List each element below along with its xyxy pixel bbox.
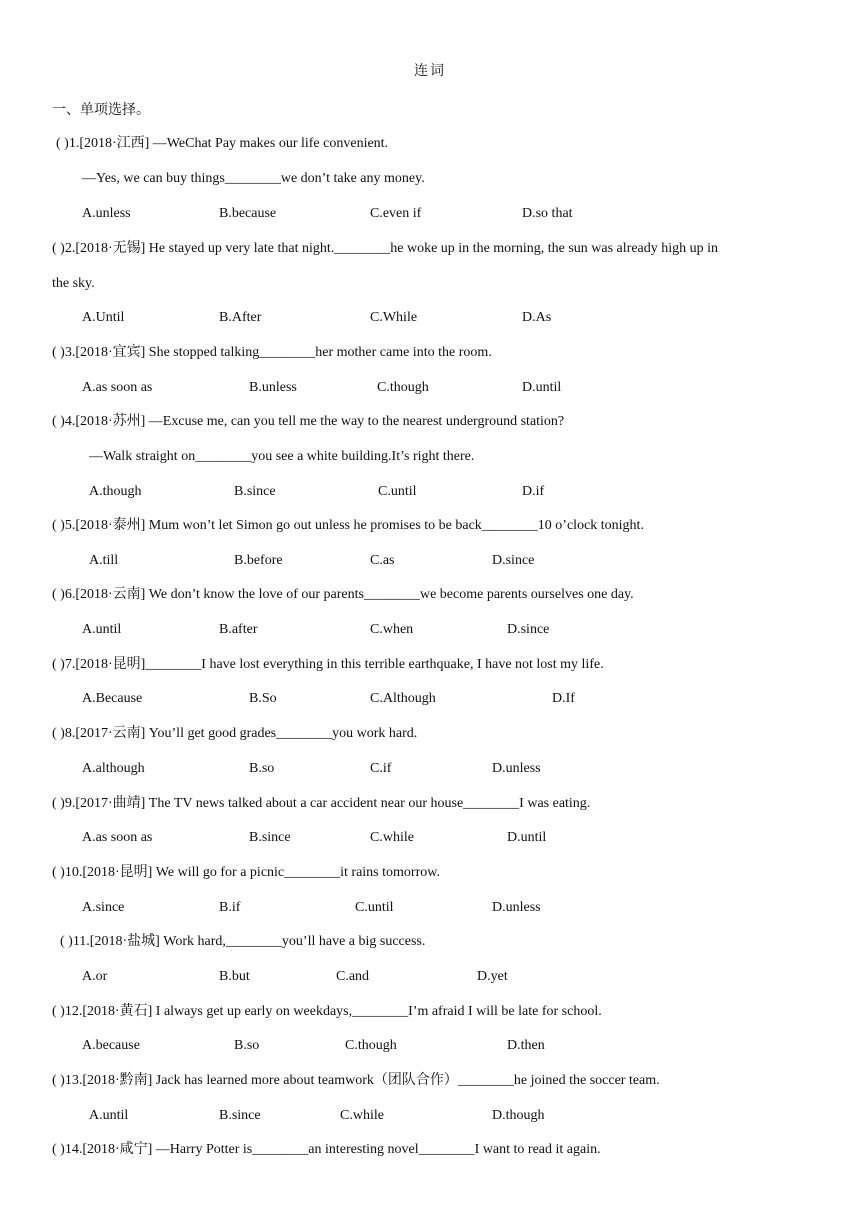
- question-3-stem: ( )3.[2018·宜宾] She stopped talking________her mother came into the room.: [52, 345, 492, 360]
- question-7-option-b: B.So: [249, 691, 277, 706]
- question-8-option-d: D.unless: [492, 761, 541, 776]
- question-10-stem: ( )10.[2018·昆明] We will go for a picnic________it rains tomorrow.: [52, 865, 440, 880]
- question-3-option-d: D.until: [522, 380, 562, 395]
- question-2-stem: ( )2.[2018·无锡] He stayed up very late that night.________he woke up in the morning, the sun was already high up in: [52, 241, 719, 256]
- question-1-option-c: C.even if: [370, 206, 422, 221]
- question-6-option-c: C.when: [370, 622, 414, 637]
- question-4-option-d: D.if: [522, 484, 545, 499]
- question-12-option-d: D.then: [507, 1038, 545, 1053]
- question-7-option-a: A.Because: [82, 691, 143, 706]
- question-10-option-c: C.until: [355, 900, 394, 915]
- question-2-option-b: B.After: [219, 310, 262, 325]
- question-2-option-c: C.While: [370, 310, 418, 325]
- question-14-stem: ( )14.[2018·咸宁] —Harry Potter is________an interesting novel________I want to read it again.: [52, 1142, 601, 1157]
- question-8-option-c: C.if: [370, 761, 392, 776]
- question-2-option-a: A.Until: [82, 310, 125, 325]
- question-3-option-c: C.though: [377, 380, 429, 395]
- question-12-stem: ( )12.[2018·黄石] I always get up early on weekdays,________I’m afraid I will be late for school.: [52, 1004, 602, 1019]
- question-7-option-c: C.Although: [370, 691, 436, 706]
- question-5-option-c: C.as: [370, 553, 395, 568]
- question-9-option-d: D.until: [507, 830, 547, 845]
- question-8-option-a: A.although: [82, 761, 145, 776]
- question-10-option-d: D.unless: [492, 900, 541, 915]
- question-1-stem: ( )1.[2018·江西] —WeChat Pay makes our life convenient.: [56, 136, 389, 151]
- question-13-stem: ( )13.[2018·黔南] Jack has learned more about teamwork（团队合作）________he joined the soccer team.: [52, 1073, 660, 1088]
- question-11-stem: ( )11.[2018·盐城] Work hard,________you’ll have a big success.: [60, 934, 426, 949]
- question-5-option-b: B.before: [234, 553, 283, 568]
- question-11-option-c: C.and: [336, 969, 370, 984]
- question-10-option-a: A.since: [82, 900, 125, 915]
- section-heading: 一、单项选择。: [52, 103, 150, 118]
- question-9-option-a: A.as soon as: [82, 830, 153, 845]
- question-13-option-d: D.though: [492, 1108, 545, 1123]
- question-5-stem: ( )5.[2018·泰州] Mum won’t let Simon go out unless he promises to be back________10 o’clock tonight.: [52, 518, 644, 533]
- question-9-stem: ( )9.[2017·曲靖] The TV news talked about a car accident near our house________I was eating.: [52, 796, 591, 811]
- question-6-option-d: D.since: [507, 622, 550, 637]
- question-9-option-b: B.since: [249, 830, 291, 845]
- question-1-option-b: B.because: [219, 206, 277, 221]
- page-title: 连词: [414, 64, 446, 79]
- question-6-option-b: B.after: [219, 622, 258, 637]
- question-6-option-a: A.until: [82, 622, 122, 637]
- question-4-stem-cont: —Walk straight on________you see a white building.It’s right there.: [89, 449, 475, 464]
- question-4-option-a: A.though: [89, 484, 142, 499]
- question-2-stem-cont: the sky.: [52, 276, 95, 291]
- question-4-option-b: B.since: [234, 484, 276, 499]
- question-5-option-a: A.till: [89, 553, 119, 568]
- question-3-option-a: A.as soon as: [82, 380, 153, 395]
- question-1-option-d: D.so that: [522, 206, 573, 221]
- question-1-option-a: A.unless: [82, 206, 131, 221]
- question-13-option-c: C.while: [340, 1108, 384, 1123]
- question-7-stem: ( )7.[2018·昆明]________I have lost everything in this terrible earthquake, I have not lost my life.: [52, 657, 604, 672]
- question-8-option-b: B.so: [249, 761, 275, 776]
- question-3-option-b: B.unless: [249, 380, 297, 395]
- question-7-option-d: D.If: [552, 691, 575, 706]
- question-1-stem-cont: —Yes, we can buy things________we don’t take any money.: [82, 171, 425, 186]
- question-8-stem: ( )8.[2017·云南] You’ll get good grades________you work hard.: [52, 726, 418, 741]
- question-6-stem: ( )6.[2018·云南] We don’t know the love of our parents________we become parents ourselves one day.: [52, 587, 634, 602]
- question-12-option-b: B.so: [234, 1038, 260, 1053]
- question-2-option-d: D.As: [522, 310, 552, 325]
- question-12-option-c: C.though: [345, 1038, 397, 1053]
- question-11-option-b: B.but: [219, 969, 250, 984]
- question-5-option-d: D.since: [492, 553, 535, 568]
- question-11-option-d: D.yet: [477, 969, 508, 984]
- question-9-option-c: C.while: [370, 830, 414, 845]
- question-13-option-a: A.until: [89, 1108, 129, 1123]
- question-10-option-b: B.if: [219, 900, 241, 915]
- question-11-option-a: A.or: [82, 969, 108, 984]
- question-13-option-b: B.since: [219, 1108, 261, 1123]
- question-12-option-a: A.because: [82, 1038, 140, 1053]
- question-4-option-c: C.until: [378, 484, 417, 499]
- question-4-stem: ( )4.[2018·苏州] —Excuse me, can you tell me the way to the nearest underground station?: [52, 414, 565, 429]
